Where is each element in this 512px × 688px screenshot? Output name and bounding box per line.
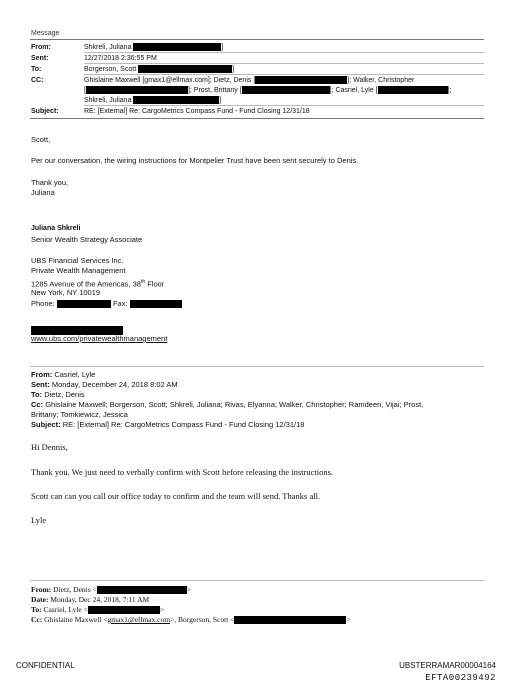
m3-date-label: Date:	[31, 595, 49, 604]
m2-paragraph-2: Scott can can you call our office today to confirm and the team will send. Thanks all.	[31, 491, 321, 501]
m3-cc-value: Ghislaine Maxwell <	[44, 615, 108, 624]
cc-text: ]; Prost, Brittany [	[187, 87, 242, 94]
greeting: Scott,	[31, 135, 51, 144]
cc-label: CC:	[31, 77, 44, 84]
fax-label: Fax:	[112, 299, 128, 308]
address-text: Floor	[145, 279, 165, 289]
m2-cc-value: Ghislaine Maxwell; Borgerson, Scott; Shkreli, Juliana; Rivas, Elyanna; Walker, Christopher; Ramdeen, Vijai; Prost,	[45, 400, 424, 409]
field-divider	[84, 74, 484, 75]
m3-date-value: Monday, Dec 24, 2018, 7:11 AM	[50, 595, 150, 604]
cc-text: Ghislaine Maxwell [gmax1@ellmax.com]; Dietz, Denis [	[84, 77, 256, 84]
cc-text: Shkreli, Juliana	[84, 97, 132, 104]
m3-date-row	[31, 595, 149, 605]
cc-line-1	[84, 76, 414, 85]
cc-line-3: Shkreli, Juliana ]	[84, 97, 222, 104]
signature-name: Juliana Shkreli	[31, 225, 81, 232]
m2-cc-row-2: Brittany; Tomkiewicz, Jessica	[31, 410, 128, 419]
field-divider	[84, 105, 484, 106]
from-field: Shkreli, Juliana ]	[84, 44, 224, 51]
confidential-label: CONFIDENTIAL	[16, 661, 75, 670]
m2-subject-value: RE: [External] Re: CargoMetrics Compass Fund - Fund Closing 12/31/18	[62, 420, 305, 429]
from-label: From:	[31, 44, 51, 51]
m3-from-close: >	[186, 585, 191, 594]
m3-cc-email-link[interactable]: gmax1@ellmax.com	[107, 615, 171, 624]
field-divider	[84, 63, 484, 64]
m3-cc-value: >, Borgerson, Scott <	[170, 615, 235, 624]
m3-cc-row	[31, 615, 351, 625]
header-divider-bottom	[30, 118, 484, 119]
m2-sent-row	[31, 380, 178, 390]
m3-from-row	[31, 585, 191, 595]
redaction-bar	[234, 616, 346, 624]
header-divider-top	[30, 39, 484, 40]
redaction-bar	[378, 86, 448, 94]
redaction-bar	[138, 65, 232, 73]
signature-division: Private Wealth Management	[31, 266, 126, 275]
redaction-bar	[130, 300, 182, 308]
signature-title: Senior Wealth Strategy Associate	[31, 235, 143, 244]
efta-number: EFTA00239492	[425, 673, 496, 683]
field-divider	[84, 52, 484, 53]
subject-value: RE: [External] Re: CargoMetrics Compass Fund - Fund Closing 12/31/18	[84, 108, 310, 115]
m2-subject-label: Subject:	[31, 420, 61, 429]
m2-paragraph-1: Thank you. We just need to verbally confirm with Scott before releasing the instructions.	[31, 467, 334, 477]
redaction-bar	[86, 86, 188, 94]
address-text: 1285 Avenue of the Americas, 38	[31, 279, 141, 289]
closing: Thank you,	[31, 178, 69, 187]
signoff: Juliana	[31, 188, 55, 197]
redaction-bar	[97, 586, 187, 594]
bates-number: UBSTERRAMAR00004164	[399, 661, 496, 670]
redaction-bar	[57, 300, 111, 308]
m3-from-label: From:	[31, 585, 52, 594]
signature-website[interactable]	[31, 334, 167, 344]
m3-to-label: To:	[31, 605, 42, 614]
message-divider	[30, 366, 484, 367]
sent-value: 12/27/2018 2:36:55 PM	[84, 55, 157, 62]
redaction-bar	[242, 86, 330, 94]
message-divider	[30, 580, 484, 581]
m2-from-row	[31, 370, 95, 380]
to-value: Borgerson, Scott	[84, 66, 137, 73]
cc-text: ]; Casriel, Lyle [	[329, 87, 378, 94]
body-paragraph: Per our conversation, the wiring instructions for Montpelier Trust have been sent securely to Denis.	[31, 156, 359, 165]
m3-cc-close: >	[346, 615, 351, 624]
address-superscript: th	[140, 279, 146, 285]
m3-cc-label: Cc:	[31, 615, 43, 624]
redaction-bar	[88, 606, 160, 614]
phone-label: Phone:	[31, 299, 55, 308]
m2-cc-label: Cc:	[31, 400, 44, 409]
cc-text: ];	[447, 87, 452, 94]
m3-to-value: Casriel, Lyle <	[43, 605, 88, 614]
m2-from-label: From:	[31, 370, 53, 379]
subject-label: Subject:	[31, 108, 59, 115]
cc-line-2	[84, 86, 452, 95]
sent-label: Sent:	[31, 55, 49, 62]
to-label: To:	[31, 66, 42, 73]
m2-to-row	[31, 390, 85, 400]
m2-sent-value: Monday, December 24, 2018 8:02 AM	[51, 380, 178, 389]
m3-to-row	[31, 605, 164, 615]
signature-city: New York, NY 10019	[31, 288, 101, 297]
m2-greeting: Hi Dennis,	[31, 442, 68, 452]
from-value: Shkreli, Juliana	[84, 44, 132, 51]
m3-from-value: Dietz, Denis <	[53, 585, 97, 594]
redaction-bar	[255, 76, 347, 84]
m2-sent-label: Sent:	[31, 380, 50, 389]
to-field: Borgerson, Scott ]	[84, 66, 235, 73]
m2-cc-row	[31, 400, 423, 410]
redaction-bar	[133, 43, 221, 51]
message-caption: Message	[31, 30, 60, 37]
redaction-bar	[133, 96, 219, 104]
cc-text: ]; Walker, Christopher	[347, 77, 415, 84]
m2-to-value: Dietz, Denis	[44, 390, 85, 399]
signature-phone-fax	[31, 299, 182, 309]
signature-company: UBS Financial Services Inc.	[31, 256, 124, 265]
m2-subject-row	[31, 420, 304, 430]
m2-to-label: To:	[31, 390, 43, 399]
m2-from-value: Casriel, Lyle	[54, 370, 96, 379]
m3-to-close: >	[159, 605, 165, 614]
website-link[interactable]: www.ubs.com/privatewealthmanagement	[31, 334, 168, 343]
m2-signoff: Lyle	[31, 515, 47, 525]
